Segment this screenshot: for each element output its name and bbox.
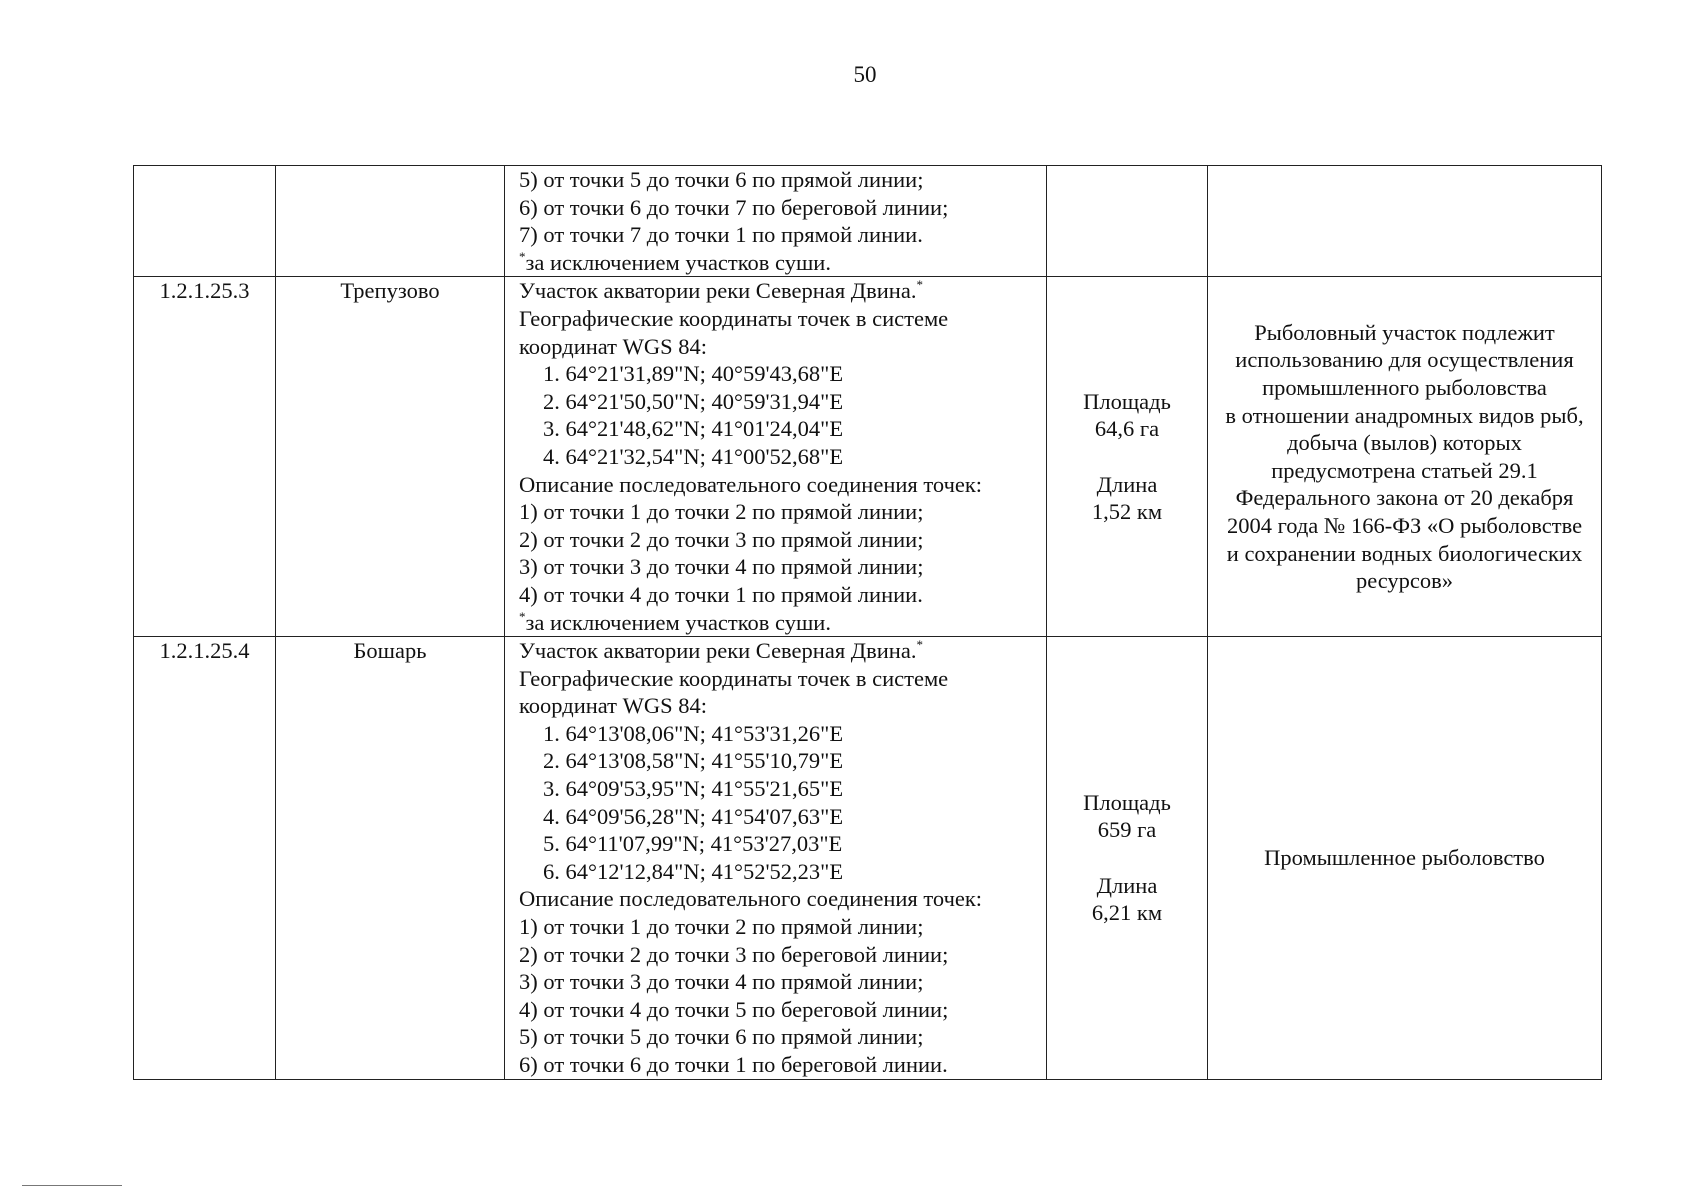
length-value: 1,52 км	[1091, 499, 1163, 525]
row-size-cell	[1047, 166, 1208, 277]
row-size-cell	[1047, 637, 1208, 1080]
connection-line: 5) от точки 5 до точки 6 по прямой линии;	[519, 1024, 924, 1050]
row-code-cell: 1.2.1.25.3	[134, 277, 276, 637]
coordinate-point: 3. 64°21'48,62"N; 41°01'24,04"E	[543, 416, 844, 442]
row-purpose-cell	[1208, 277, 1602, 637]
purpose-line: использованию для осуществления	[1235, 347, 1574, 373]
purpose-line: в отношении анадромных видов рыб,	[1225, 402, 1584, 428]
coord-intro-line: Географические координаты точек в системе	[519, 665, 949, 691]
row-purpose-cell	[1208, 166, 1602, 277]
purpose-line: промышленного рыболовства	[1262, 374, 1547, 400]
coord-intro-line: координат WGS 84:	[519, 333, 708, 359]
area-label: Площадь	[1083, 388, 1171, 414]
row-size-cell	[1047, 277, 1208, 637]
connection-line: 3) от точки 3 до точки 4 по прямой линии;	[519, 554, 924, 580]
connection-line: 1) от точки 1 до точки 2 по прямой линии;	[519, 499, 924, 525]
purpose-line: предусмотрена статьей 29.1	[1271, 457, 1538, 483]
coordinate-point: 1. 64°21'31,89"N; 40°59'43,68"E	[543, 361, 844, 387]
connection-line: 2) от точки 2 до точки 3 по прямой линии;	[519, 526, 924, 552]
connection-line: 4) от точки 4 до точки 1 по прямой линии.	[519, 581, 923, 607]
connection-line: 4) от точки 4 до точки 5 по береговой линии;	[519, 996, 949, 1022]
row-description-cell	[505, 637, 1047, 1080]
length-label: Длина	[1096, 872, 1158, 898]
length-value: 6,21 км	[1091, 900, 1163, 926]
coord-intro-line: координат WGS 84:	[519, 693, 708, 719]
footnote-mark: *	[519, 608, 526, 624]
fishing-areas-table	[133, 165, 1602, 1080]
connection-line: 6) от точки 6 до точки 7 по береговой линии;	[519, 194, 949, 220]
purpose-line: Федерального закона от 20 декабря	[1235, 485, 1574, 511]
row-description-cell	[505, 277, 1047, 637]
footnote-line: *за исключением участков суши.	[519, 248, 831, 275]
connection-heading: Описание последовательного соединения точек:	[519, 886, 983, 912]
table-row	[134, 166, 1602, 277]
purpose-line: добыча (вылов) которых	[1287, 430, 1522, 456]
footnote-mark: *	[916, 277, 923, 293]
connection-line: 5) от точки 5 до точки 6 по прямой линии;	[519, 167, 924, 192]
coordinate-point: 6. 64°12'12,84"N; 41°52'52,23"E	[543, 858, 844, 884]
row-description-cell	[505, 166, 1047, 277]
footnote-mark: *	[519, 248, 526, 264]
coord-intro-line: Географические координаты точек в системе	[519, 305, 949, 331]
purpose-line: ресурсов»	[1355, 568, 1454, 594]
connection-line: 6) от точки 6 до точки 1 по береговой линии.	[519, 1052, 948, 1077]
footnote-separator	[22, 1185, 122, 1186]
area-title: Участок акватории реки Северная Двина.*	[519, 277, 923, 304]
purpose-line: 2004 года № 166-ФЗ «О рыболовстве	[1226, 512, 1583, 538]
connection-heading: Описание последовательного соединения точек:	[519, 471, 983, 497]
coordinate-point: 4. 64°09'56,28"N; 41°54'07,63"E	[543, 803, 844, 829]
purpose-line: Рыболовный участок подлежит	[1254, 319, 1555, 345]
row-code-cell: 1.2.1.25.4	[134, 637, 276, 1080]
area-value: 659 га	[1097, 817, 1157, 843]
coordinate-point: 4. 64°21'32,54"N; 41°00'52,68"E	[543, 443, 844, 469]
table-row	[134, 637, 1602, 1080]
row-code-cell	[134, 166, 276, 277]
page-number: 50	[853, 62, 877, 87]
length-label: Длина	[1096, 471, 1158, 497]
coordinate-point: 1. 64°13'08,06"N; 41°53'31,26"E	[543, 720, 844, 746]
area-value: 64,6 га	[1094, 416, 1160, 442]
row-name-cell: Трепузово	[276, 277, 505, 637]
connection-line: 3) от точки 3 до точки 4 по прямой линии;	[519, 969, 924, 995]
row-purpose-cell	[1208, 637, 1602, 1080]
coordinate-point: 5. 64°11'07,99"N; 41°53'27,03"E	[543, 831, 843, 857]
area-label: Площадь	[1083, 789, 1171, 815]
connection-line: 2) от точки 2 до точки 3 по береговой линии;	[519, 941, 949, 967]
coordinate-point: 2. 64°21'50,50"N; 40°59'31,94"E	[543, 388, 844, 414]
area-title: Участок акватории реки Северная Двина.*	[519, 637, 923, 664]
purpose-line: и сохранении водных биологических	[1226, 540, 1583, 566]
coordinate-point: 3. 64°09'53,95"N; 41°55'21,65"E	[543, 776, 844, 802]
row-name-cell: Бошарь	[276, 637, 505, 1080]
connection-line: 7) от точки 7 до точки 1 по прямой линии.	[519, 222, 923, 248]
purpose-line: Промышленное рыболовство	[1264, 845, 1545, 871]
table-row	[134, 277, 1602, 637]
connection-line: 1) от точки 1 до точки 2 по прямой линии;	[519, 914, 924, 940]
footnote-mark: *	[916, 637, 923, 653]
row-name-cell	[276, 166, 505, 277]
coordinate-point: 2. 64°13'08,58"N; 41°55'10,79"E	[543, 748, 844, 774]
footnote-line: *за исключением участков суши.	[519, 608, 831, 635]
